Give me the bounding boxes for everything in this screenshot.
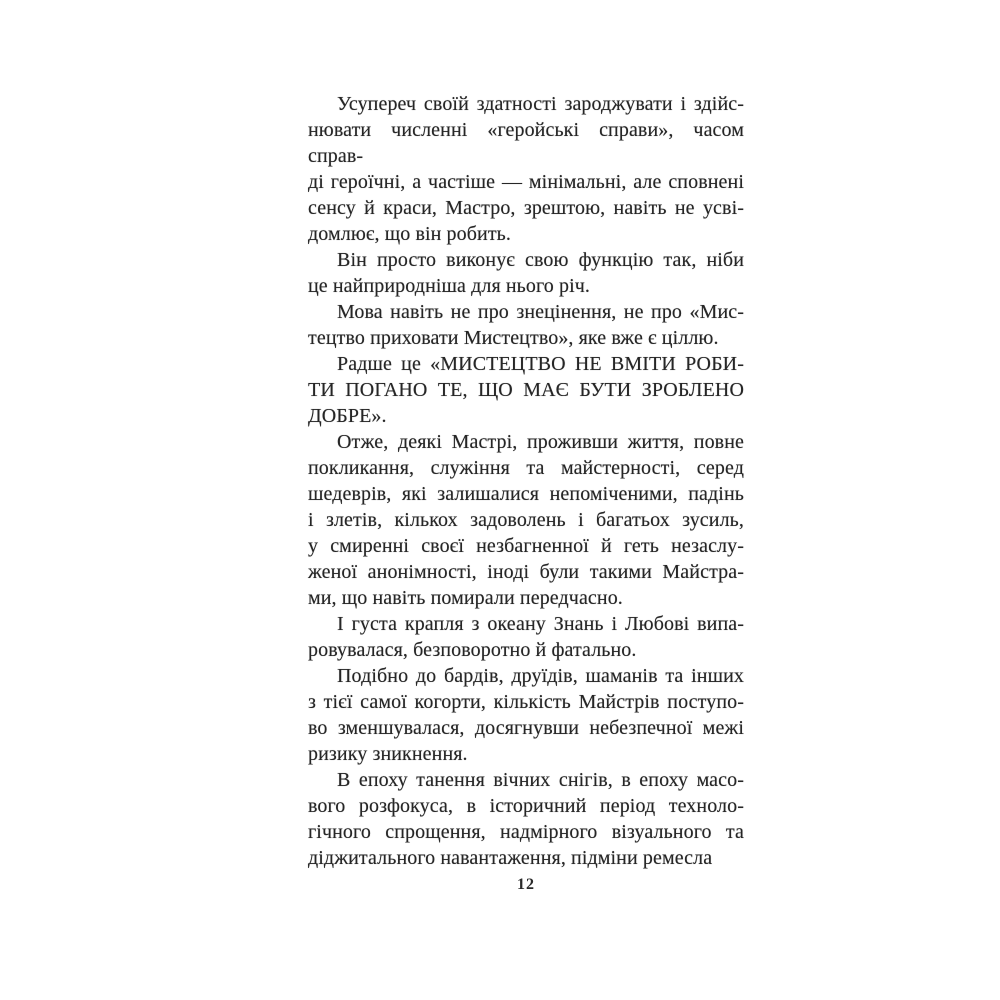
text-line: це найприродніша для нього річ. [308, 275, 591, 297]
page-text [308, 91, 744, 871]
text-line: тецтво приховати Мистецтво», яке вже є ціллю. [308, 327, 719, 349]
text-line: ді героїчні, а частіше — мінімальні, але сповнені [308, 171, 744, 193]
text-line: діджитального навантаження, підміни ремесла [308, 847, 713, 869]
text-line: шедеврів, які залишалися непоміченими, падінь [308, 483, 744, 505]
paragraph [308, 663, 744, 767]
text-line: во зменшувалася, досягнувши небезпечної межі [308, 717, 744, 739]
text-line: у смиренні своєї незбагненної й геть незаслу- [308, 535, 744, 557]
text-line: І густа крапля з океану Знань і Любові випа- [337, 613, 744, 635]
text-line: гічного спрощення, надмірного візуального та [308, 821, 744, 843]
text-line: ДОБРЕ». [308, 405, 387, 427]
text-line: ровувалася, безповоротно й фатально. [308, 639, 637, 661]
text-line: Мова навіть не про знецінення, не про «Мис- [337, 301, 744, 323]
text-line: вого розфокуса, в історичний період техноло- [308, 795, 744, 817]
text-line: і злетів, кількох задоволень і багатьох зусиль, [308, 509, 744, 531]
paragraph [308, 611, 744, 663]
paragraph [308, 429, 744, 611]
text-line: Він просто виконує свою функцію так, ніби [337, 249, 744, 271]
page-number: 12 [517, 876, 535, 893]
text-line: Усупереч своїй здатності зароджувати і здійс- [337, 93, 744, 115]
text-line: В епоху танення вічних снігів, в епоху масо- [337, 769, 744, 791]
paragraph [308, 91, 744, 247]
text-line: покликання, служіння та майстерності, серед [308, 457, 744, 479]
text-line: Радше це «МИСТЕЦТВО НЕ ВМІТИ РОБИ- [337, 353, 744, 375]
text-line: домлює, що він робить. [308, 223, 512, 245]
text-line: з тієї самої когорти, кількість Майстрів поступо- [308, 691, 744, 713]
text-line: ризику зникнення. [308, 743, 468, 765]
paragraph [308, 767, 744, 871]
text-line: нювати численні «геройські справи», часом справ- [308, 119, 744, 167]
text-line: сенсу й краси, Мастро, зрештою, навіть не усві- [308, 197, 744, 219]
text-line: Подібно до бардів, друїдів, шаманів та інших [337, 665, 744, 687]
text-line: ТИ ПОГАНО ТЕ, ЩО МАЄ БУТИ ЗРОБЛЕНО [308, 379, 744, 401]
text-line: женої анонімності, іноді були такими Майстра- [308, 561, 744, 583]
text-line: ми, що навіть помирали передчасно. [308, 587, 623, 609]
text-line: Отже, деякі Мастрі, проживши життя, повне [337, 431, 744, 453]
paragraph [308, 299, 744, 351]
paragraph [308, 247, 744, 299]
paragraph [308, 351, 744, 429]
